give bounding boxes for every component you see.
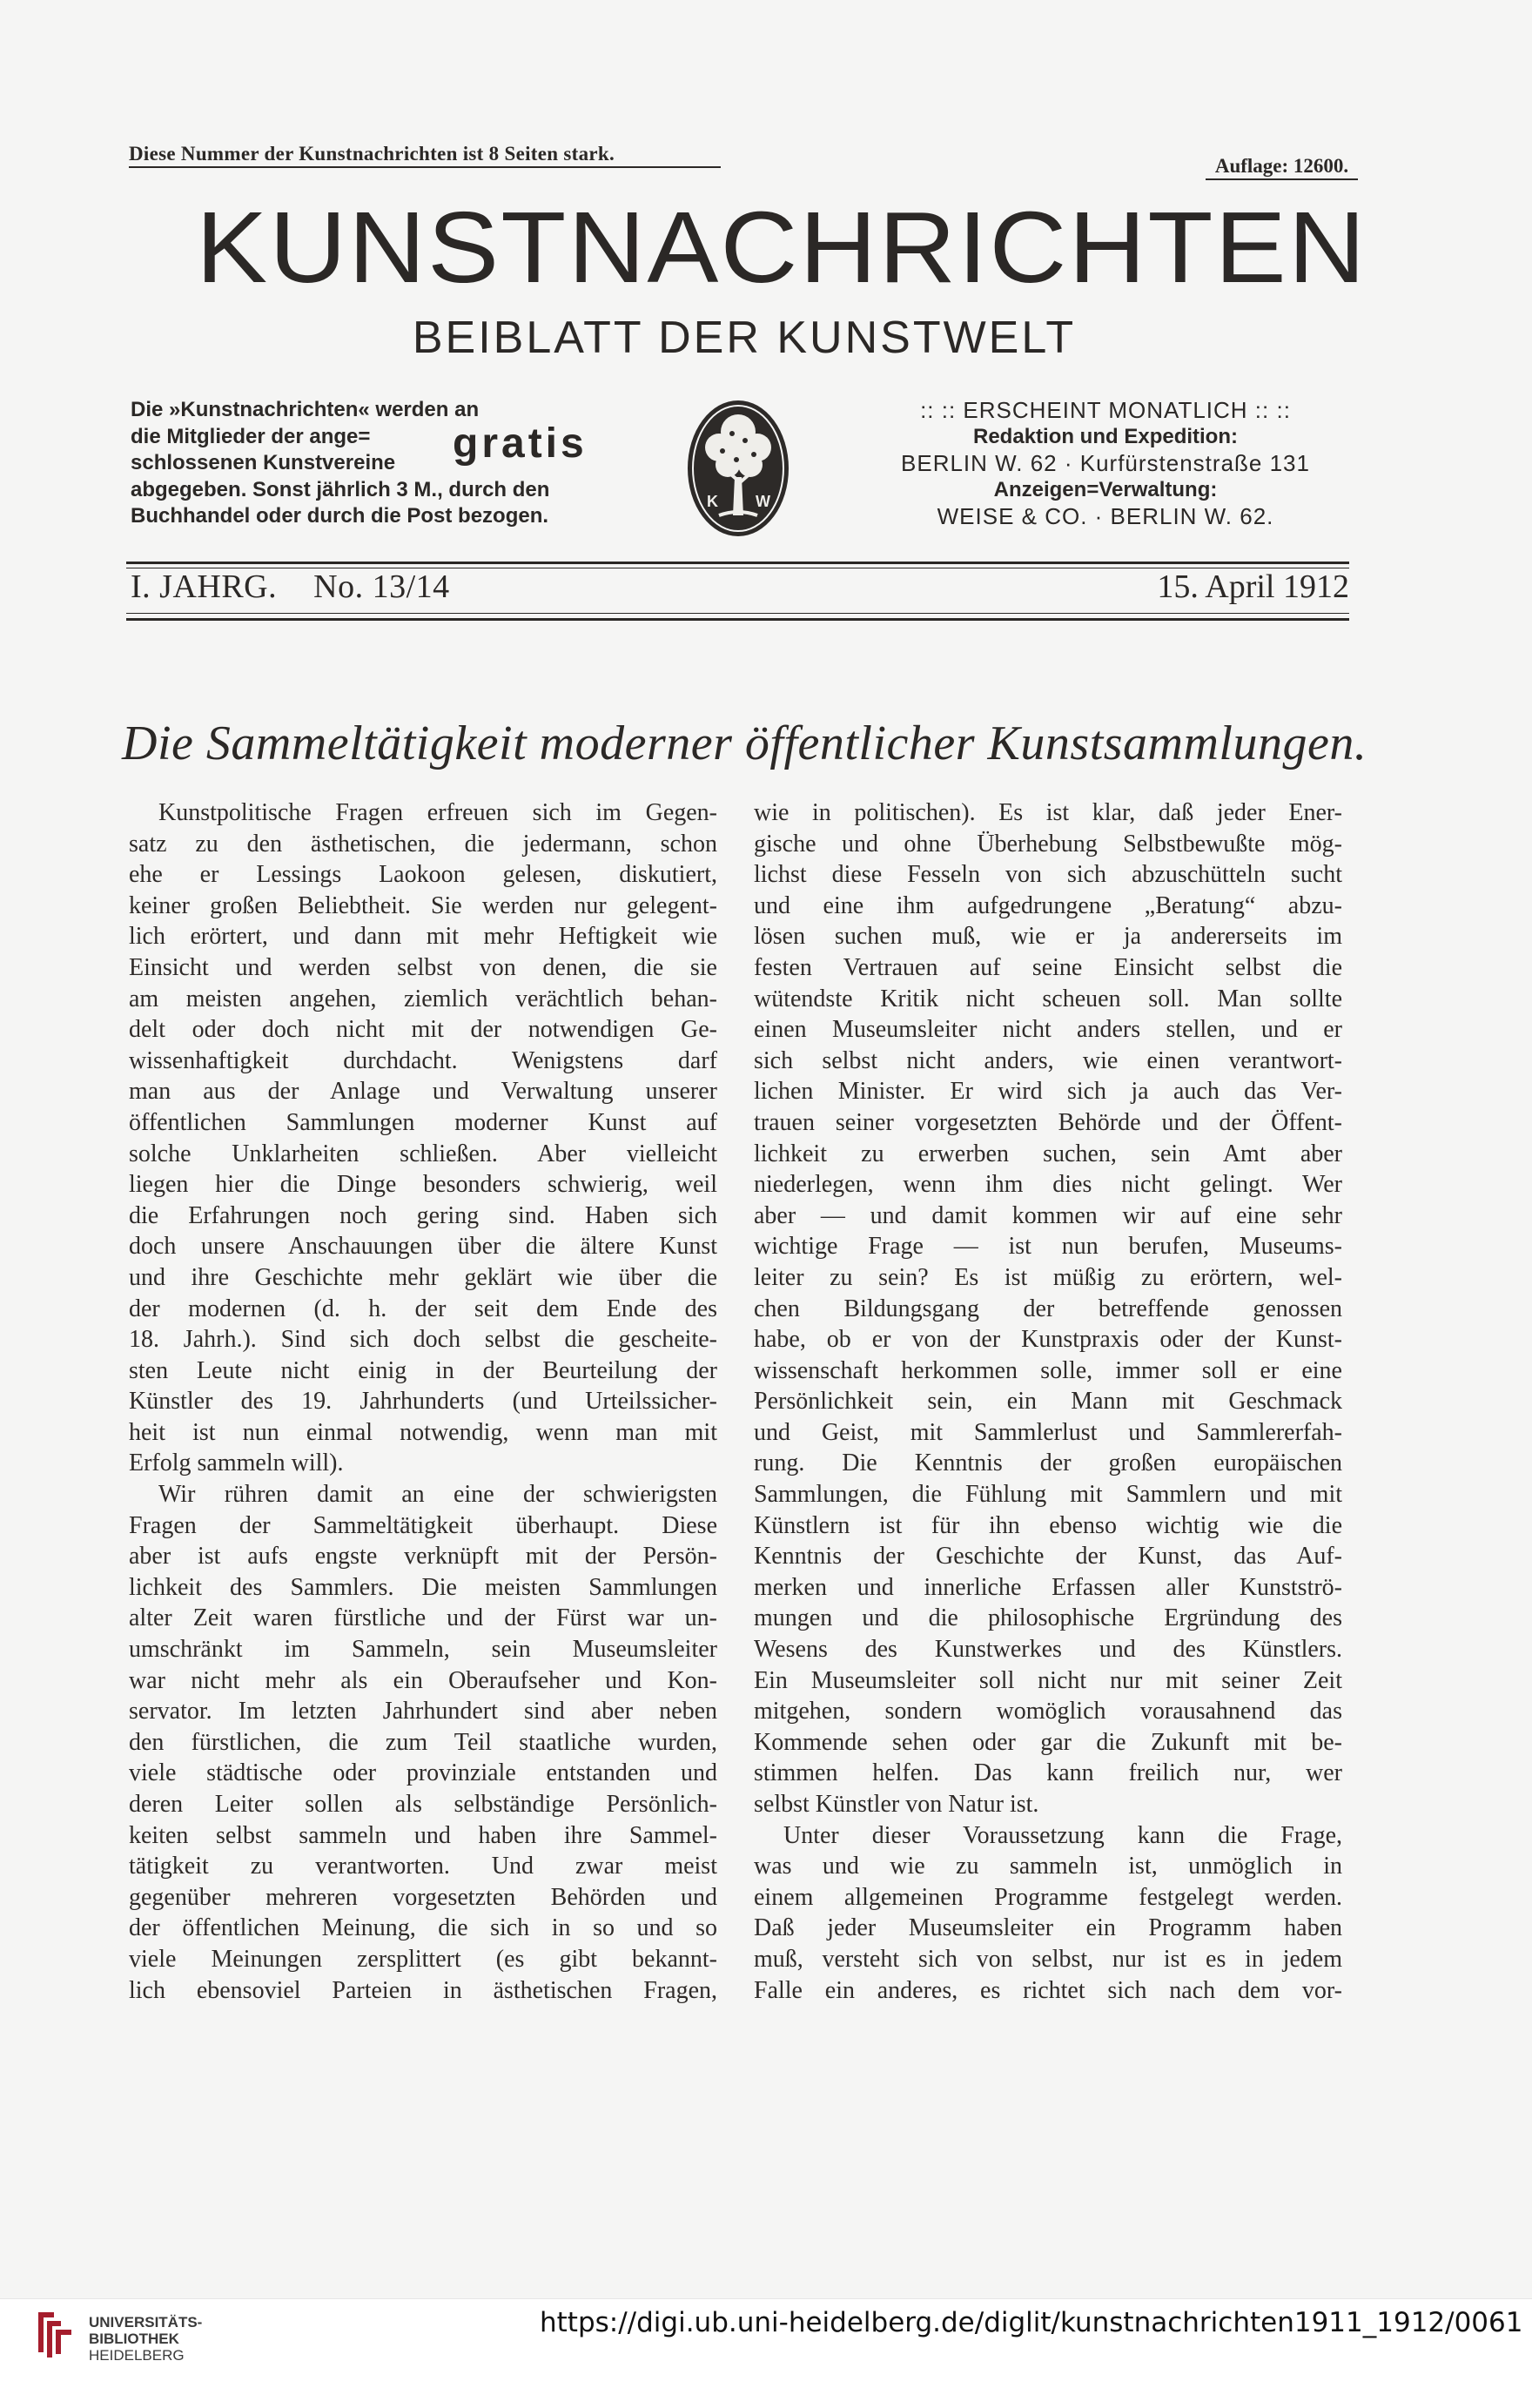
ads-label: Anzeigen=Verwaltung:: [993, 477, 1218, 501]
article-text-line: Kommende sehen oder gar die Zukunft mit be-: [754, 1728, 1342, 1756]
article-text-line: lichkeit zu erwerben suchen, sein Amt aber: [754, 1140, 1342, 1167]
article-text-line: rung. Die Kenntnis der großen europäischen: [754, 1450, 1342, 1477]
article-text-line: aber ist aufs engste verknüpft mit der Persön-: [129, 1543, 717, 1571]
article-text-line: sten Leute nicht einig in der Beurteilung der: [129, 1356, 717, 1384]
article-text-line: einen Museumsleiter nicht anders stellen, und er: [754, 1016, 1342, 1044]
article-text-line: mitgehen, sondern womöglich vorausahnend das: [754, 1698, 1342, 1725]
subscription-line: schlossenen Kunstvereine: [131, 451, 396, 474]
publication-frequency: :: :: ERSCHEINT MONATLICH :: ::: [920, 397, 1291, 423]
article-text-line: Wesens des Kunstwerkes und des Künstlers.: [754, 1636, 1342, 1664]
article-text-line: der modernen (d. h. der seit dem Ende des: [129, 1295, 717, 1322]
article-text-line: liegen hier die Dinge besonders schwierig, weil: [129, 1171, 717, 1199]
article-text-line: war nicht mehr als ein Oberaufseher und Kon-: [129, 1666, 717, 1694]
article-text-line: man aus der Anlage und Verwaltung unserer: [129, 1078, 717, 1106]
library-name-line: HEIDELBERG: [89, 2347, 185, 2364]
article-text-line: Erfolg sammeln will).: [129, 1450, 344, 1477]
subscription-line: Die »Kunstnachrichten« werden an: [131, 398, 480, 421]
masthead-subtitle: BEIBLATT DER KUNSTWELT: [412, 313, 1077, 363]
article-text-line: Fragen der Sammeltätigkeit überhaupt. Diese: [129, 1511, 717, 1539]
article-text-line: wütendste Kritik nicht scheuen soll. Man sollte: [754, 985, 1342, 1012]
article-text-line: lichst diese Fesseln von sich abzuschütteln sucht: [754, 861, 1342, 889]
article-text-line: satz zu den ästhetischen, die jedermann, schon: [129, 830, 717, 858]
article-text-line: Einsicht und werden selbst von denen, die sie: [129, 953, 717, 981]
article-text-line: Künstler des 19. Jahrhunderts (und Urteilssicher-: [129, 1388, 717, 1416]
article-text-line: der öffentlichen Meinung, die sich in so und so: [129, 1914, 717, 1942]
article-text-line: mungen und die philosophische Ergründung des: [754, 1604, 1342, 1632]
article-text-line: trauen seiner vorgesetzten Behörde und der Öffent-: [754, 1108, 1342, 1136]
print-run-note: Auflage: 12600.: [1206, 155, 1358, 180]
issue-date: 15. April 1912: [1157, 568, 1349, 605]
subscription-line: die Mitglieder der ange=: [131, 424, 371, 448]
article-text-line: Falle ein anderes, es richtet sich nach dem vor-: [754, 1976, 1342, 2004]
library-name-line: UNIVERSITÄTS-: [89, 2314, 203, 2331]
article-text-line: Künstlern ist für ihn ebenso wichtig wie die: [754, 1511, 1342, 1539]
article-text-line: einem allgemeinen Programme festgelegt werden.: [754, 1883, 1342, 1911]
article-text-line: festen Vertrauen auf seine Einsicht selbst die: [754, 953, 1342, 981]
article-text-line: lichkeit des Sammlers. Die meisten Sammlungen: [129, 1573, 717, 1601]
article-text-line: Kunstpolitische Fragen erfreuen sich im Gegen-: [158, 799, 717, 826]
issue-info: [131, 568, 450, 606]
svg-text:W: W: [756, 493, 770, 510]
publisher-info: [862, 397, 1349, 530]
article-text-line: viele Meinungen zersplittert (es gibt bekannt-: [129, 1945, 717, 1973]
article-text-line: wie in politischen). Es ist klar, daß jeder Ener-: [754, 799, 1342, 826]
article-text-line: selbst Künstler von Natur ist.: [754, 1791, 1039, 1818]
article-text-line: leiter zu sein? Es ist müßig zu erörtern, wel-: [754, 1263, 1342, 1291]
article-text-line: Persönlichkeit sein, ein Mann mit Geschmack: [754, 1388, 1342, 1416]
article-title: Die Sammeltätigkeit moderner öffentlicher Kunstsammlungen.: [122, 716, 1367, 770]
article-text-line: keiner großen Beliebtheit. Sie werden nur gelegent-: [129, 891, 717, 919]
article-text-line: heit ist nun einmal notwendig, wenn man mit: [129, 1418, 717, 1446]
library-name[interactable]: [89, 2314, 202, 2364]
article-text-line: öffentlichen Sammlungen moderner Kunst auf: [129, 1108, 717, 1136]
subscription-line: Buchhandel oder durch die Post bezogen.: [131, 504, 549, 528]
gratis-label: gratis: [453, 420, 588, 467]
article-text-line: Sammlungen, die Fühlung mit Sammlern und mit: [754, 1481, 1342, 1509]
article-text-line: am meisten angehen, ziemlich verächtlich behan-: [129, 985, 717, 1012]
article-text-line: gegenüber mehreren vorgesetzten Behörden und: [129, 1883, 717, 1911]
volume-label: I. JAHRG.: [131, 568, 278, 605]
divider: [126, 562, 1349, 564]
article-text-line: Wir rühren damit an eine der schwierigsten: [158, 1481, 717, 1509]
article-text-line: alter Zeit waren fürstliche und der Fürst war un-: [129, 1604, 717, 1632]
article-text-line: chen Bildungsgang der betreffende genossen: [754, 1295, 1342, 1322]
article-text-line: delt oder doch nicht mit der notwendigen Ge-: [129, 1016, 717, 1044]
article-text-line: deren Leiter sollen als selbständige Persönlich-: [129, 1791, 717, 1818]
article-text-line: Unter dieser Voraussetzung kann die Frage,: [783, 1821, 1342, 1849]
article-text-line: Kenntnis der Geschichte der Kunst, das Auf-: [754, 1543, 1342, 1571]
divider: [126, 613, 1349, 614]
article-text-line: ehe er Lessings Laokoon gelesen, diskutiert,: [129, 861, 717, 889]
svg-text:K: K: [707, 493, 718, 510]
article-text-line: solche Unklarheiten schließen. Aber vielleicht: [129, 1140, 717, 1167]
editorial-address: BERLIN W. 62 · Kurfürstenstraße 131: [901, 450, 1310, 476]
article-text-line: merken und innerliche Erfassen aller Kunstströ-: [754, 1573, 1342, 1601]
article-text-line: lösen suchen muß, wie er ja andererseits im: [754, 923, 1342, 951]
article-column-left: [129, 797, 717, 2006]
library-logo-icon[interactable]: [31, 2309, 78, 2361]
ads-address: WEISE & CO. · BERLIN W. 62.: [937, 503, 1274, 529]
article-text-line: die Erfahrungen noch gering sind. Haben sich: [129, 1201, 717, 1229]
article-text-line: viele städtische oder provinziale entstanden und: [129, 1759, 717, 1787]
article-text-line: und ihre Geschichte mehr geklärt wie über die: [129, 1263, 717, 1291]
article-text-line: doch unsere Anschauungen über die ältere Kunst: [129, 1233, 717, 1261]
article-text-line: tätigkeit zu verantworten. Und zwar meist: [129, 1853, 717, 1880]
article-text-line: aber — und damit kommen wir auf eine sehr: [754, 1201, 1342, 1229]
article-text-line: niederlegen, wenn ihm dies nicht gelingt. Wer: [754, 1171, 1342, 1199]
article-text-line: keiten selbst sammeln und haben ihre Sammel-: [129, 1821, 717, 1849]
article-text-line: und eine ihm aufgedrungene „Beratung“ abzu-: [754, 891, 1342, 919]
article-text-line: lichen Minister. Er wird sich ja auch das Ver-: [754, 1078, 1342, 1106]
divider: [126, 618, 1349, 621]
tree-emblem-icon: [684, 397, 792, 540]
article-text-line: stimmen helfen. Das kann freilich nur, wer: [754, 1759, 1342, 1787]
article-column-right: [754, 797, 1342, 2006]
article-text-line: muß, versteht sich von selbst, nur ist es in jedem: [754, 1945, 1342, 1973]
article-text-line: und Geist, mit Sammlerlust und Sammlererfah-: [754, 1418, 1342, 1446]
issue-number: No. 13/14: [313, 568, 450, 605]
article-text-line: lich ebensoviel Parteien in ästhetischen Fragen,: [129, 1976, 717, 2004]
source-url-link[interactable]: https://digi.ub.uni-heidelberg.de/diglit/kunstnachrichten1911_1912/0061: [540, 2307, 1523, 2338]
article-text-line: Ein Museumsleiter soll nicht nur mit seiner Zeit: [754, 1666, 1342, 1694]
article-text-line: 18. Jahrh.). Sind sich doch selbst die gescheite-: [129, 1326, 717, 1354]
article-text-line: den fürstlichen, die zum Teil staatliche wurden,: [129, 1728, 717, 1756]
article-text-line: wichtige Frage — ist nun berufen, Museums-: [754, 1233, 1342, 1261]
article-text-line: umschränkt im Sammeln, sein Museumsleiter: [129, 1636, 717, 1664]
editorial-label: Redaktion und Expedition:: [973, 424, 1238, 448]
article-text-line: habe, ob er von der Kunstpraxis oder der Kunst-: [754, 1326, 1342, 1354]
masthead-title: KUNSTNACHRICHTEN: [196, 191, 1367, 304]
library-name-line: BIBLIOTHEK: [89, 2331, 179, 2347]
article-text-line: servator. Im letzten Jahrhundert sind aber neben: [129, 1698, 717, 1725]
article-text-line: gische und ohne Überhebung Selbstbewußte mög-: [754, 830, 1342, 858]
article-text-line: wissenhaftigkeit durchdacht. Wenigstens darf: [129, 1046, 717, 1074]
article-text-line: wissenschaft herkommen solle, immer soll er eine: [754, 1356, 1342, 1384]
subscription-line: abgegeben. Sonst jährlich 3 M., durch den: [131, 477, 550, 501]
article-text-line: sich selbst nicht anders, wie einen verantwort-: [754, 1046, 1342, 1074]
article-text-line: lich erörtert, und dann mit mehr Heftigkeit wie: [129, 923, 717, 951]
article-text-line: Daß jeder Museumsleiter ein Programm haben: [754, 1914, 1342, 1942]
page-count-note: Diese Nummer der Kunstnachrichten ist 8 Seiten stark.: [129, 143, 721, 168]
article-text-line: was und wie zu sammeln ist, unmöglich in: [754, 1853, 1342, 1880]
